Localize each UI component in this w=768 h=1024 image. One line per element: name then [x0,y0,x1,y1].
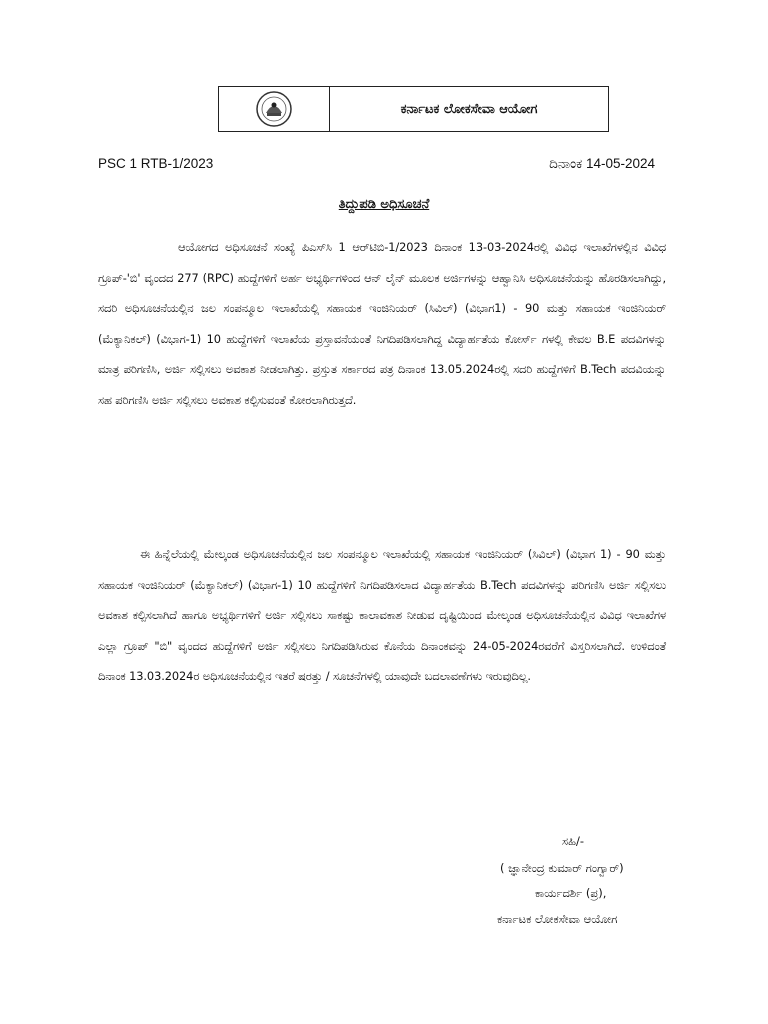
header-box [218,86,609,132]
signatory-name: ( ಜ್ಞಾನೇಂದ್ರ ಕುಮಾರ್ ಗಂಗ್ವಾರ್) [500,861,624,875]
org-name: ಕರ್ನಾಟಕ ಲೋಕಸೇವಾ ಆಯೋಗ [400,101,538,117]
page-title: ತಿದ್ದುಪಡಿ ಅಧಿಸೂಚನೆ [338,197,430,212]
paragraph-2: ಈ ಹಿನ್ನೆಲೆಯಲ್ಲಿ ಮೇಲ್ಕಂಡ ಅಧಿಸೂಚನೆಯಲ್ಲಿನ ಜಲ ಸಂಪನ್ಮೂಲ ಇಲಾಖೆಯಲ್ಲಿ ಸಹಾಯಕ ಇಂಜಿನಿಯರ್ (ಸಿವಿಲ್) (ವಿಭಾಗ 1) - 90 ಮತ್ತು ಸಹಾಯಕ ಇಂಜಿನಿಯರ್ (ಮೆಕ್ಯಾನಿಕಲ್) (ವಿಭಾಗ-1) 10 ಹುದ್ದೆಗಳಿಗೆ ನಿಗದಿಪಡಿಸಲಾದ ವಿದ್ಯಾರ್ಹತೆಯ B.Tech ಪದವಿಗಳನ್ನು ಪರಿಗಣಿಸಿ ಅರ್ಜಿ ಸಲ್ಲಿಸಲು ಅವಕಾಶ ಕಲ್ಪಿಸಲಾಗಿದೆ ಹಾಗೂ ಅಭ್ಯರ್ಥಿಗಳಿಗೆ ಅರ್ಜಿ ಸಲ್ಲಿಸಲು ಸಾಕಷ್ಟು ಕಾಲಾವಕಾಶ ನೀಡುವ ದೃಷ್ಟಿಯಿಂದ ಮೇಲ್ಕಂಡ ಅಧಿಸೂಚನೆಯಲ್ಲಿನ ವಿವಿಧ ಇಲಾಖೆಗಳ ಎಲ್ಲಾ ಗ್ರೂಪ್ "ಬಿ" ವೃಂದದ ಹುದ್ದೆಗಳಿಗೆ ಅರ್ಜಿ ಸಲ್ಲಿಸಲು ನಿಗದಿಪಡಿಸಿರುವ ಕೊನೆಯ ದಿನಾಂಕವನ್ನು 24-05-2024ರವರೆಗೆ ವಿಸ್ತರಿಸಲಾಗಿದೆ. ಉಳಿದಂತೆ ದಿನಾಂಕ 13.03.2024ರ ಅಧಿಸೂಚನೆಯಲ್ಲಿನ ಇತರೆ ಷರತ್ತು / ಸೂಚನೆಗಳಲ್ಲಿ ಯಾವುದೇ ಬದಲಾವಣೆಗಳು ಇರುವುದಿಲ್ಲ. [98,547,666,683]
paragraph-1: ಆಯೋಗದ ಅಧಿಸೂಚನೆ ಸಂಖ್ಯೆ ಪಿಎಸ್‌ಸಿ 1 ಆರ್‌ಟಿಬಿ-1/2023 ದಿನಾಂಕ 13-03-2024ರಲ್ಲಿ ವಿವಿಧ ಇಲಾಖೆಗಳಲ್ಲಿನ ವಿವಿಧ ಗ್ರೂಪ್-'ಬಿ' ವೃಂದದ 277 (RPC) ಹುದ್ದೆಗಳಿಗೆ ಅರ್ಹ ಅಭ್ಯರ್ಥಿಗಳಿಂದ ಆನ್ ಲೈನ್ ಮೂಲಕ ಅರ್ಜಿಗಳನ್ನು ಆಹ್ವಾನಿಸಿ ಅಧಿಸೂಚನೆಯನ್ನು ಹೊರಡಿಸಲಾಗಿದ್ದು, ಸದರಿ ಅಧಿಸೂಚನೆಯಲ್ಲಿನ ಜಲ ಸಂಪನ್ಮೂಲ ಇಲಾಖೆಯಲ್ಲಿ ಸಹಾಯಕ ಇಂಜಿನಿಯರ್ (ಸಿವಿಲ್) (ವಿಭಾಗ1) - 90 ಮತ್ತು ಸಹಾಯಕ ಇಂಜಿನಿಯರ್ (ಮೆಕ್ಯಾನಿಕಲ್) (ವಿಭಾಗ-1) 10 ಹುದ್ದೆಗಳಿಗೆ ಇಲಾಖೆಯ ಪ್ರಸ್ತಾವನೆಯಂತೆ ನಿಗದಿಪಡಿಸಲಾಗಿದ್ದ ವಿದ್ಯಾರ್ಹತೆಯ ಕೋರ್ಸ್ ಗಳಲ್ಲಿ ಕೇವಲ B.E ಪದವಿಗಳನ್ನು ಮಾತ್ರ ಪರಿಗಣಿಸಿ, ಅರ್ಜಿ ಸಲ್ಲಿಸಲು ಅವಕಾಶ ನೀಡಲಾಗಿತ್ತು. ಪ್ರಸ್ತುತ ಸರ್ಕಾರದ ಪತ್ರ ದಿನಾಂಕ 13.05.2024ರಲ್ಲಿ ಸದರಿ ಹುದ್ದೆಗಳಿಗೆ B.Tech ಪದವಿಯನ್ನು ಸಹ ಪರಿಗಣಿಸಿ ಅರ್ಜಿ ಸಲ್ಲಿಸಲು ಅವಕಾಶ ಕಲ್ಪಿಸುವಂತೆ ಕೋರಲಾಗಿರುತ್ತದೆ. [98,240,666,407]
logo-cell [219,87,330,131]
signatory-designation: ಕಾರ್ಯದರ್ಶಿ (ಪ್ರ), [535,886,607,900]
signatory-organization: ಕರ್ನಾಟಕ ಲೋಕಸೇವಾ ಆಯೋಗ [497,912,618,926]
signature-mark: ಸಹಿ/- [562,834,585,848]
reference-date: ದಿನಾಂಕ 14-05-2024 [549,156,655,171]
reference-number: PSC 1 RTB-1/2023 [98,156,214,171]
kpsc-emblem-icon [254,89,294,129]
